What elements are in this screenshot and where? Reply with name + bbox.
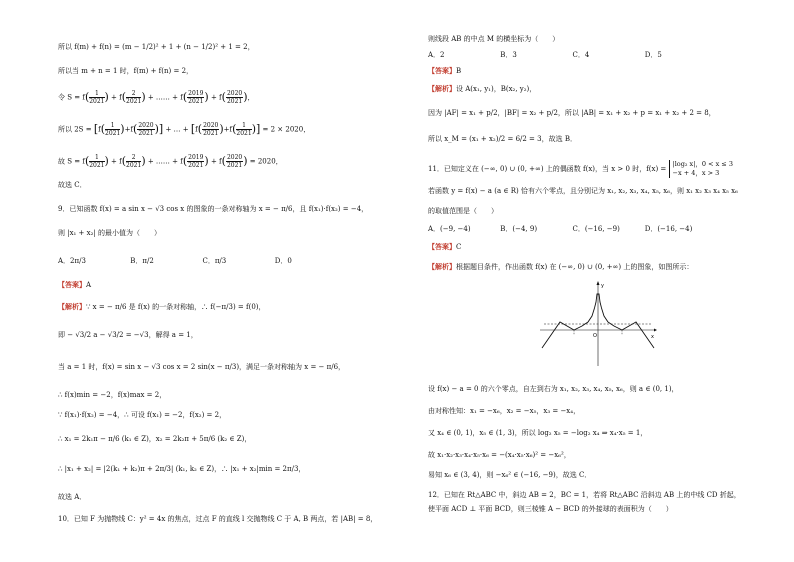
- text-fragment: + …… + f: [147, 157, 183, 166]
- function-graph: [538, 280, 658, 368]
- text-fragment: + f: [111, 157, 122, 166]
- text-fragment: + f: [210, 93, 222, 102]
- denominator: 2021: [105, 130, 121, 137]
- solution-line: [428, 84, 536, 94]
- question-12-prompt: 使平面 ACD ⊥ 平面 BCD，则三棱锥 A − BCD 的外接球的表面积为（ ）: [428, 505, 673, 513]
- denominator: 2021: [126, 98, 142, 105]
- question-10-prompt: 则线段 AB 的中点 M 的横坐标为（ ）: [428, 35, 560, 43]
- text-fragment: 故 S = f: [58, 157, 85, 166]
- solution-label: 【解析】: [428, 85, 456, 93]
- text-line: ∵ f(x₁)·f(x₂) = −4，∴ 可设 f(x₁) = −2，f(x₂) = 2，: [58, 411, 227, 419]
- denominator: 2021: [126, 162, 142, 169]
- numerator: 1: [105, 122, 120, 130]
- piece-2: −x + 4，x > 3: [672, 169, 720, 177]
- question-11-options: [428, 224, 715, 234]
- option-b: B．(−4, 9): [500, 225, 538, 233]
- text-line: 因为 |AF| = x₁ + p/2，|BF| = x₂ + p/2，所以 |AB| = x₁ + x₂ + p = x₁ + x₂ + 2 = 8，: [428, 109, 716, 117]
- question-11-text: 若函数 y = f(x) − a (a ∈ R) 恰有六个零点，且分别记为 x₁, x₂, x₃, x₄, x₅, x₆，则 x₁ x₂ x₃ x₄ x₅ x₆: [428, 187, 738, 195]
- text-fragment: + f: [111, 93, 122, 102]
- answer-line: [428, 242, 461, 252]
- numerator: 2020: [138, 122, 154, 129]
- text-line: 即 − √3/2 a − √3/2 = −√3，解得 a = 1，: [58, 331, 198, 339]
- answer-value: B: [456, 67, 462, 75]
- question-9: 9．已知函数 f(x) = a sin x − √3 cos x 的图象的一条对称轴为 x = − π/6，且 f(x₁)·f(x₂) = −4，: [58, 205, 369, 213]
- text-line: 当 a = 1 时，f(x) = sin x − √3 cos x = 2 sin(x − π/3)，满足一条对称轴为 x = − π/6，: [58, 363, 346, 371]
- numerator: 2: [126, 154, 141, 162]
- fraction: [187, 90, 204, 105]
- fraction: [226, 90, 243, 105]
- text-fragment: + … +: [165, 125, 189, 134]
- numerator: 2020: [226, 154, 243, 161]
- option-b: B．π/2: [130, 257, 154, 265]
- text-fragment: = 2 × 2020，: [262, 125, 311, 134]
- question-12: 12．已知在 Rt△ABC 中，斜边 AB = 2，BC = 1，若将 Rt△ABC 沿斜边 AB 上的中线 CD 折起，: [428, 491, 741, 499]
- numerator: 2019: [188, 90, 204, 97]
- piece-1: |log₂ x|，0 < x ≤ 3: [672, 160, 733, 168]
- fraction: [137, 122, 154, 137]
- question-9-options: [58, 256, 345, 266]
- option-a: A．2: [428, 51, 445, 59]
- text-line: ∴ f(x)min = −2，f(x)max = 2，: [58, 391, 167, 399]
- sum-definition: 令 S = f( $\frac{1}{2021}$ ) + f( $\frac{2}{2021}$ ) + …… + f( $\frac{2019}{2021}$ ) + f( $\frac{2020}{2021}$ )，: [58, 90, 255, 105]
- option-c: C．(−16, −9): [572, 225, 620, 233]
- fraction: [202, 122, 219, 137]
- answer-value: C: [456, 243, 462, 251]
- option-d: D．5: [644, 51, 662, 59]
- answer-label: 【答案】: [428, 243, 456, 251]
- fraction: [187, 154, 204, 169]
- denominator: 2021: [138, 130, 154, 137]
- text-line: 设 f(x) − a = 0 的六个零点，自左到右为 x₁, x₂, x₃, x₄, x₅, x₆，则 a ∈ (0, 1)，: [428, 385, 679, 393]
- text-fragment: 11．已知定义在 (−∞, 0) ∪ (0, +∞) 上的偶函数 f(x)，当 x > 0 时，f(x) =: [428, 165, 667, 173]
- text-fragment: 所以 2S =: [58, 125, 92, 134]
- solution-line: [58, 302, 266, 312]
- solution-label: 【解析】: [58, 303, 86, 311]
- text-fragment: ∵ x = − π/6 是 f(x) 的一条对称轴，∴ f(−π/3) = f(0)，: [86, 303, 266, 311]
- x-axis-label: x: [651, 334, 654, 340]
- solution-line: [428, 262, 693, 272]
- fraction: [226, 154, 243, 169]
- question-10: 10．已知 F 为抛物线 C：y² = 4x 的焦点，过点 F 的直线 l 交抛物线 C 于 A, B 两点，若 |AB| = 8，: [58, 515, 378, 523]
- text-line: 所以当 m + n = 1 时，f(m) + f(n) = 2，: [58, 67, 194, 75]
- question-9-prompt: 则 |x₁ + x₂| 的最小值为（ ）: [58, 229, 161, 237]
- numerator: 2: [126, 90, 141, 98]
- text-line: ∴ x₁ = 2k₁π − π/6 (k₁ ∈ Z)，x₂ = 2k₂π + 5π/6 (k₂ ∈ Z)，: [58, 435, 252, 443]
- text-line: 所以 x_M = (x₁ + x₂)/2 = 6/2 = 3，故选 B．: [428, 135, 577, 143]
- answer-line: [58, 280, 91, 290]
- answer-line: [428, 66, 461, 76]
- text-fragment: = 2020，: [249, 157, 283, 166]
- double-sum: 所以 2S = [f( $\frac{1}{2021}$ )+f( $\frac{2020}{2021}$ )] + … + [f( $\frac{2020}{2021}$ )+f( $\frac{1}{2021}$ )] = 2 × 2020，: [58, 122, 311, 137]
- text-line: 故选 A．: [58, 493, 87, 501]
- text-fragment: 设 A(x₁, y₁)，B(x₂, y₂)，: [456, 85, 537, 93]
- text-line: 由对称性知：x₁ = −x₆，x₂ = −x₅，x₃ = −x₄，: [428, 407, 581, 415]
- denominator: 2021: [89, 98, 105, 105]
- fraction: [105, 122, 120, 137]
- text-fragment: + …… + f: [147, 93, 183, 102]
- numerator: 2019: [188, 154, 204, 161]
- numerator: 1: [89, 90, 104, 98]
- text-line: 故 x₁·x₂·x₃·x₄·x₅·x₆ = −(x₄·x₅·x₆)² = −x₆²，: [428, 451, 571, 459]
- denominator: 2021: [236, 130, 252, 137]
- answer-value: A: [86, 281, 92, 289]
- denominator: 2021: [89, 162, 105, 169]
- y-axis-arrow: [597, 281, 600, 285]
- text-line: 所以 f(m) + f(n) = (m − 1/2)² + 1 + (n − 1/2)² + 1 = 2，: [58, 43, 255, 51]
- numerator: 2020: [203, 122, 219, 129]
- question-11: [428, 160, 733, 178]
- x-axis-arrow: [654, 329, 657, 332]
- option-a: A．(−9, −4): [428, 225, 471, 233]
- fraction: [126, 90, 141, 105]
- answer-label: 【答案】: [428, 67, 456, 75]
- numerator: 1: [236, 122, 251, 130]
- answer-label: 【答案】: [58, 281, 86, 289]
- option-b: B．3: [500, 51, 517, 59]
- fraction: [126, 154, 141, 169]
- denominator: 2021: [226, 98, 243, 105]
- y-axis-label: y: [601, 283, 604, 289]
- option-c: C．π/3: [202, 257, 227, 265]
- numerator: 2020: [226, 90, 243, 97]
- option-c: C．4: [572, 51, 590, 59]
- option-d: D．(−16, −4): [644, 225, 693, 233]
- numerator: 1: [89, 154, 104, 162]
- text-fragment: ，: [247, 93, 255, 102]
- option-a: A．2π/3: [58, 257, 86, 265]
- question-10-options: [428, 50, 715, 60]
- text-line: 又 x₄ ∈ (0, 1)，x₅ ∈ (1, 3)，所以 log₂ x₅ = −log₂ x₄ ⇒ x₄·x₅ = 1，: [428, 429, 648, 437]
- piecewise-definition: [669, 160, 733, 178]
- fraction: [89, 154, 104, 169]
- text-line: 易知 x₆ ∈ (3, 4)，则 −x₆² ∈ (−16, −9)，故选 C．: [428, 471, 592, 479]
- sum-result: 故 S = f( $\frac{1}{2021}$ ) + f( $\frac{2}{2021}$ ) + …… + f( $\frac{2019}{2021}$ ) + f( $\frac{2020}{2021}$ ) = 2020，: [58, 154, 283, 169]
- solution-label: 【解析】: [428, 263, 456, 271]
- denominator: 2021: [188, 98, 204, 105]
- denominator: 2021: [203, 130, 219, 137]
- fraction: [236, 122, 251, 137]
- text-fragment: + f: [210, 157, 222, 166]
- question-11-prompt: 的取值范围是（ ）: [428, 207, 498, 215]
- denominator: 2021: [188, 162, 204, 169]
- denominator: 2021: [226, 162, 243, 169]
- text-line: 故选 C．: [58, 181, 87, 189]
- option-d: D．0: [274, 257, 292, 265]
- text-line: ∴ |x₁ + x₂| = |2(k₁ + k₂)π + 2π/3| (k₁, k₂ ∈ Z)，∴ |x₁ + x₂|min = 2π/3，: [58, 465, 306, 473]
- text-fragment: 根据题目条件，作出函数 f(x) 在 (−∞, 0) ∪ (0, +∞) 上的图象，如图所示：: [456, 263, 694, 271]
- fraction: [89, 90, 104, 105]
- text-fragment: 令 S = f: [58, 93, 85, 102]
- origin-label: O: [593, 333, 597, 339]
